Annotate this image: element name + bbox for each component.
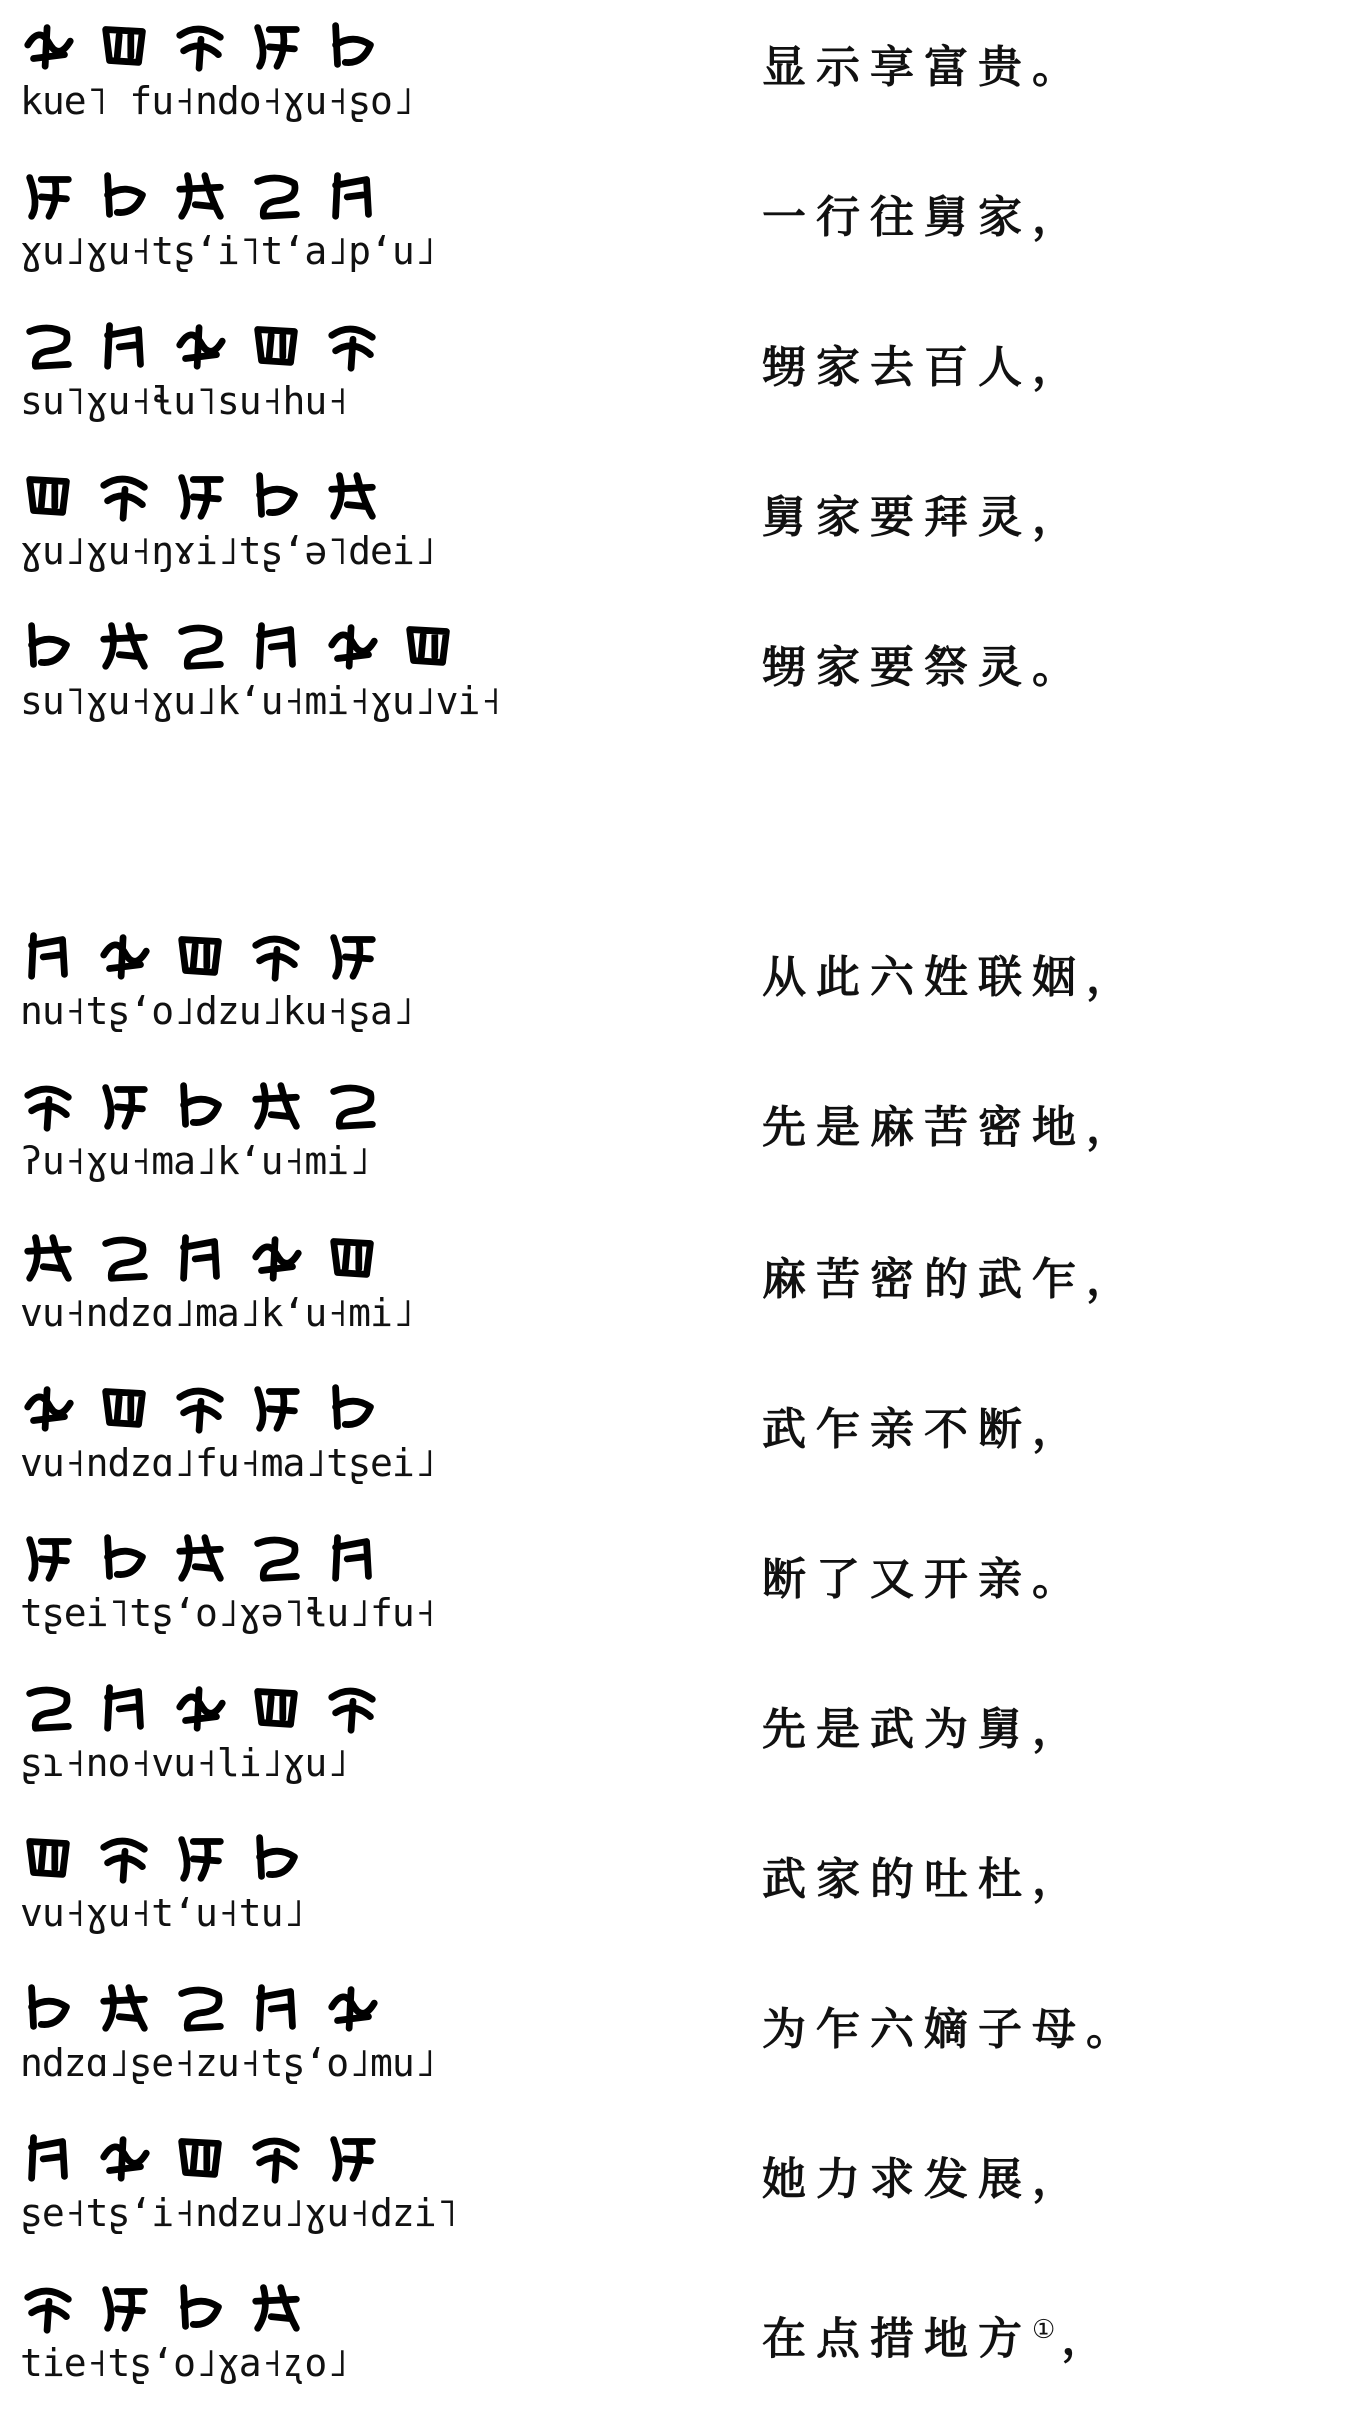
phonetic-transcription: ʂe˧tʂʻi˧ndzu˩ɣu˧dzi˥ <box>20 2191 458 2235</box>
verse-row <box>0 1070 1359 1190</box>
yi-glyph <box>324 1378 382 1436</box>
yi-glyph <box>324 1528 382 1586</box>
yi-glyph <box>96 1678 154 1736</box>
chinese-translation <box>762 1240 1140 1320</box>
yi-glyph <box>20 1076 78 1134</box>
phonetic-transcription: ndzɑ˩ʂe˧zu˧tʂʻo˩mu˩ <box>20 2041 436 2085</box>
yi-glyph <box>248 316 306 374</box>
yi-glyph <box>248 1378 306 1436</box>
chinese-translation <box>762 28 1086 108</box>
yi-script-line <box>20 920 382 990</box>
chinese-translation <box>762 2140 1086 2220</box>
yi-glyph <box>324 1678 382 1736</box>
yi-glyph <box>96 616 154 674</box>
yi-glyph <box>20 616 78 674</box>
yi-glyph <box>248 1828 306 1886</box>
yi-glyph <box>172 2278 230 2336</box>
phonetic-transcription: nu˧tʂʻo˩dzu˩ku˧ʂa˩ <box>20 989 414 1033</box>
translation-text: 断了又开亲。 <box>762 1554 1086 1605</box>
yi-script-line <box>20 1070 382 1140</box>
yi-script-line <box>20 1822 306 1892</box>
yi-script-block <box>20 610 502 730</box>
chinese-translation <box>762 1088 1140 1168</box>
yi-glyph <box>248 2278 306 2336</box>
phonetic-transcription: ɣu˩ɣu˧ŋɤi˩tʂʻə˥dei˩ <box>20 529 436 573</box>
yi-script-block <box>20 310 460 430</box>
verse-row <box>0 1522 1359 1642</box>
yi-glyph <box>20 1228 78 1286</box>
yi-script-line <box>20 610 458 680</box>
yi-glyph <box>20 926 78 984</box>
phonetic-transcription: kue˥ fu˧ndo˧ɣu˧ʂo˩ <box>20 79 414 123</box>
yi-script-block <box>20 920 460 1040</box>
yi-glyph <box>172 316 230 374</box>
yi-glyph <box>248 1678 306 1736</box>
phonetic-transcription: ɣu˩ɣu˧tʂʻi˥tʻa˩pʻu˩ <box>20 229 436 273</box>
yi-script-line <box>20 2272 306 2342</box>
yi-glyph <box>324 926 382 984</box>
chinese-translation <box>762 1390 1086 1470</box>
yi-script-block <box>20 10 460 130</box>
yi-script-line <box>20 1972 382 2042</box>
yi-glyph <box>172 1678 230 1736</box>
yi-glyph <box>248 166 306 224</box>
yi-glyph <box>248 1076 306 1134</box>
yi-glyph <box>96 1378 154 1436</box>
yi-script-block <box>20 1222 460 1342</box>
yi-glyph <box>20 1678 78 1736</box>
chinese-translation <box>762 938 1140 1018</box>
yi-glyph <box>324 2128 382 2186</box>
chinese-translation <box>762 2290 1115 2380</box>
phonetic-transcription: vu˧ndzɑ˩fu˧ma˩tʂei˩ <box>20 1441 436 1485</box>
yi-glyph <box>172 1528 230 1586</box>
yi-glyph <box>172 1828 230 1886</box>
yi-glyph <box>172 16 230 74</box>
yi-script-line <box>20 1372 382 1442</box>
yi-glyph <box>172 1978 230 2036</box>
yi-glyph <box>324 466 382 524</box>
verse-row <box>0 10 1359 130</box>
yi-glyph <box>324 616 382 674</box>
phonetic-transcription: su˥ɣu˧ɬu˥su˧hu˧ <box>20 379 349 423</box>
yi-glyph <box>96 466 154 524</box>
chinese-translation <box>762 1990 1140 2070</box>
translation-text: 先是武为舅， <box>762 1704 1086 1755</box>
yi-glyph <box>20 2128 78 2186</box>
yi-script-block <box>20 1672 460 1792</box>
yi-glyph <box>96 1978 154 2036</box>
phonetic-transcription: vu˧ndzɑ˩ma˩kʻu˧mi˩ <box>20 1291 414 1335</box>
yi-script-line <box>20 160 382 230</box>
translation-text: 甥家要祭灵。 <box>762 642 1086 693</box>
yi-glyph <box>248 2128 306 2186</box>
yi-script-block <box>20 1372 460 1492</box>
yi-glyph <box>20 466 78 524</box>
yi-glyph <box>96 926 154 984</box>
yi-glyph <box>248 1228 306 1286</box>
verse-row <box>0 1972 1359 2092</box>
yi-glyph <box>20 1978 78 2036</box>
yi-glyph <box>324 166 382 224</box>
yi-script-block <box>20 1070 460 1190</box>
translation-text: 为乍六嫡子母。 <box>762 2004 1140 2055</box>
chinese-translation <box>762 478 1086 558</box>
phonetic-transcription: tie˧tʂʻo˩ɣa˧ʐo˩ <box>20 2341 349 2385</box>
yi-glyph <box>96 316 154 374</box>
translation-text: 先是麻苦密地， <box>762 1102 1140 1153</box>
yi-glyph <box>324 1076 382 1134</box>
translation-text: 武乍亲不断， <box>762 1404 1086 1455</box>
verse-row <box>0 1822 1359 1942</box>
verse-row <box>0 310 1359 430</box>
yi-glyph <box>172 616 230 674</box>
yi-script-block <box>20 1972 460 2092</box>
chinese-translation <box>762 1840 1086 1920</box>
phonetic-transcription: su˥ɣu˧ɣu˩kʻu˧mi˧ɣu˩vi˧ <box>20 679 502 723</box>
yi-glyph <box>20 166 78 224</box>
yi-glyph <box>96 2278 154 2336</box>
verse-row <box>0 460 1359 580</box>
yi-script-block <box>20 1522 460 1642</box>
yi-glyph <box>172 1378 230 1436</box>
yi-glyph <box>172 2128 230 2186</box>
yi-glyph <box>248 16 306 74</box>
yi-glyph <box>96 1528 154 1586</box>
translation-text: 麻苦密的武乍， <box>762 1254 1140 1305</box>
yi-script-line <box>20 310 382 380</box>
phonetic-transcription: vu˧ɣu˧tʻu˧tu˩ <box>20 1891 305 1935</box>
chinese-translation <box>762 178 1086 258</box>
yi-script-block <box>20 1822 460 1942</box>
phonetic-transcription: ʂɿ˧no˧vu˧li˩ɣu˩ <box>20 1741 349 1785</box>
chinese-translation <box>762 1690 1086 1770</box>
phonetic-transcription: ʔu˧ɣu˧ma˩kʻu˧mi˩ <box>20 1139 371 1183</box>
translation-text: 武家的吐杜， <box>762 1854 1086 1905</box>
yi-glyph <box>172 466 230 524</box>
yi-glyph <box>96 1828 154 1886</box>
yi-glyph <box>248 1528 306 1586</box>
yi-script-line <box>20 1672 382 1742</box>
yi-script-line <box>20 10 382 80</box>
yi-script-line <box>20 1522 382 1592</box>
verse-row <box>0 610 1359 730</box>
yi-glyph <box>96 16 154 74</box>
yi-script-block <box>20 160 460 280</box>
verse-row <box>0 2272 1359 2392</box>
footnote-marker[interactable]: ① <box>1032 2315 1056 2345</box>
yi-glyph <box>324 1978 382 2036</box>
chinese-translation <box>762 1540 1086 1620</box>
yi-glyph <box>172 1228 230 1286</box>
yi-glyph <box>248 1978 306 2036</box>
yi-glyph <box>172 1076 230 1134</box>
yi-glyph <box>96 1076 154 1134</box>
yi-glyph <box>20 1528 78 1586</box>
yi-script-block <box>20 2122 460 2242</box>
yi-glyph <box>20 1828 78 1886</box>
verse-row <box>0 1672 1359 1792</box>
translation-text: 显示享富贵。 <box>762 42 1086 93</box>
chinese-translation <box>762 628 1086 708</box>
yi-glyph <box>248 926 306 984</box>
yi-script-line <box>20 2122 382 2192</box>
translation-punctuation: ， <box>1061 2313 1116 2365</box>
yi-script-block <box>20 2272 460 2392</box>
yi-glyph <box>324 316 382 374</box>
yi-glyph <box>20 16 78 74</box>
verse-row <box>0 1222 1359 1342</box>
translation-text: 她力求发展， <box>762 2154 1086 2205</box>
yi-glyph <box>248 466 306 524</box>
yi-script-line <box>20 1222 382 1292</box>
yi-glyph <box>324 16 382 74</box>
translation-text: 甥家去百人， <box>762 342 1086 393</box>
chinese-translation <box>762 328 1086 408</box>
verse-row <box>0 160 1359 280</box>
phonetic-transcription: tʂei˥tʂʻo˩ɣə˥ɬu˩fu˧ <box>20 1591 436 1635</box>
verse-row <box>0 920 1359 1040</box>
yi-glyph <box>324 1228 382 1286</box>
yi-glyph <box>96 166 154 224</box>
yi-glyph <box>20 1378 78 1436</box>
yi-glyph <box>248 616 306 674</box>
translation-text: 从此六姓联姻， <box>762 952 1140 1003</box>
verse-row <box>0 2122 1359 2242</box>
yi-glyph <box>172 926 230 984</box>
translation-text: 在点措地方 <box>762 2313 1032 2365</box>
yi-glyph <box>96 2128 154 2186</box>
yi-script-block <box>20 460 460 580</box>
translation-text: 舅家要拜灵， <box>762 492 1086 543</box>
yi-script-line <box>20 460 382 530</box>
yi-glyph <box>96 1228 154 1286</box>
yi-glyph <box>20 2278 78 2336</box>
yi-glyph <box>20 316 78 374</box>
verse-row <box>0 1372 1359 1492</box>
yi-glyph <box>400 616 458 674</box>
yi-glyph <box>172 166 230 224</box>
translation-text: 一行往舅家， <box>762 192 1086 243</box>
